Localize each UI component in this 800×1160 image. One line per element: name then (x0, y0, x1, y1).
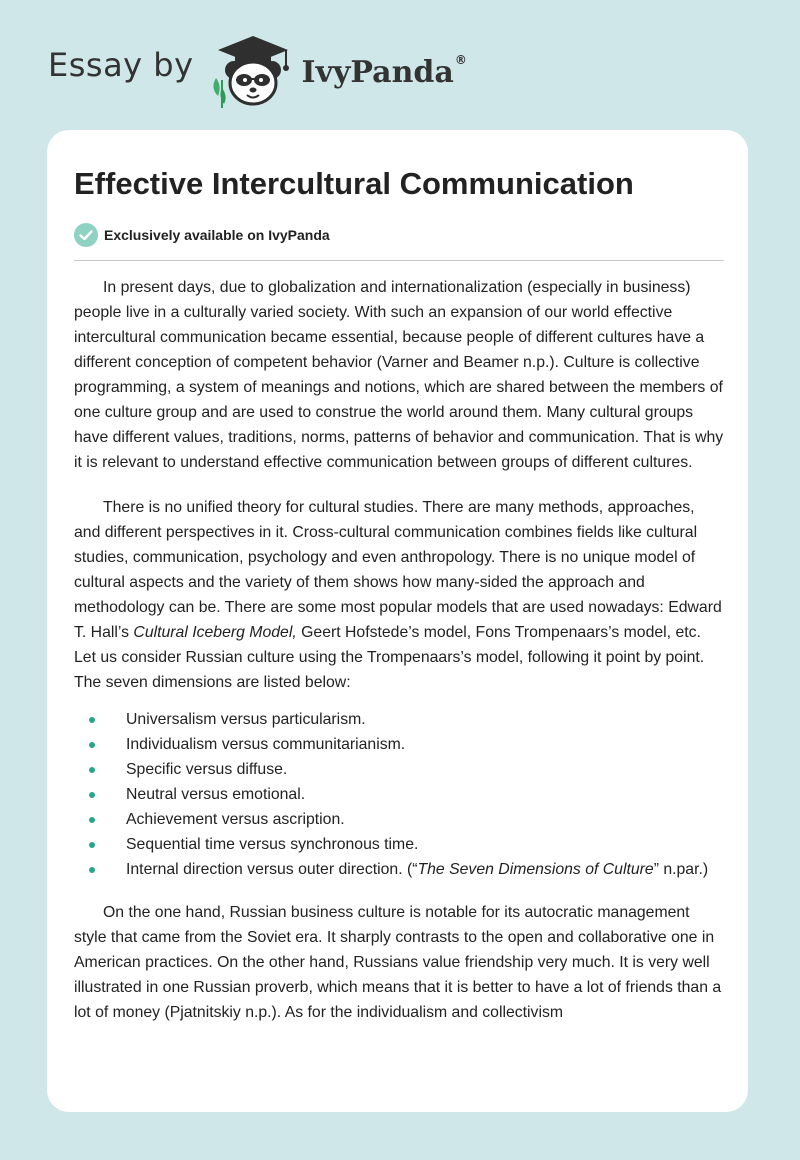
panda-graduation-cap-icon (208, 30, 298, 110)
list-item: Specific versus diffuse. (74, 757, 724, 782)
registered-mark: ® (454, 52, 467, 67)
paragraph-1: In present days, due to globalization and internationalization (especially in business) people live in a culturally varied society. With such an expansion of our world effective intercultural communication became essential, because people of different cultures have a different conception of competent behavior (Varner and Beamer n.p.). Culture is collective programming, a system of meanings and notions, which are shared between the members of one culture group and are used to construe the world around them. Many cultural groups have different values, traditions, norms, patterns of behavior and communication. That is why it is relevant to understand effective communication between groups of different cultures. (74, 279, 724, 471)
list-item: Achievement versus ascription. (74, 807, 724, 832)
essay-card (47, 130, 748, 1112)
exclusive-badge (74, 222, 724, 248)
essay-body (74, 275, 724, 1025)
list-item-text-a: Internal direction versus outer direction. (“ (126, 861, 418, 878)
list-item: Neutral versus emotional. (74, 782, 724, 807)
list-item-citation: The Seven Dimensions of Culture (417, 861, 654, 878)
title-divider (74, 260, 724, 261)
list-item: Individualism versus communitarianism. (74, 732, 724, 757)
list-item (74, 857, 724, 882)
paragraph-2-citation: Cultural Iceberg Model, (133, 624, 297, 641)
list-item: Universalism versus particularism. (74, 707, 724, 732)
brand-prefix: Essay by (48, 46, 194, 84)
check-circle-icon (74, 223, 98, 247)
paragraph-2 (74, 495, 724, 695)
brand-header (48, 30, 467, 110)
paragraph-3: On the one hand, Russian business culture is notable for its autocratic management style that came from the Soviet era. It sharply contrasts to the open and collaborative one in American practices. On the other hand, Russians value friendship very much. It is very well illustrated in one Russian proverb, which means that it is better to have a lot of friends than a lot of money (Pjatnitskiy n.p.). As for the individualism and collectivism (74, 904, 722, 1021)
brand-name: IvyPanda® (301, 52, 467, 90)
dimensions-list (74, 707, 724, 882)
list-item-text-b: ” n.par.) (653, 861, 709, 878)
paragraph-2-text-b: Geert Hofstede’s model, Fons Trompenaars’s model, etc. Let us consider Russian culture using the Trompenaars’s model, following it point by point. The seven dimensions are listed below: (74, 624, 705, 691)
paragraph-2-text-a: There is no unified theory for cultural studies. There are many methods, approaches, and different perspectives in it. Cross-cultural communication combines fields like cultural studies, communication, psychology and even anthropology. There is no unique model of cultural aspects and the variety of them shows how many-sided the approach and methodology can be. There are some most popular models that are used nowadays: Edward T. Hall’s (74, 499, 722, 641)
exclusive-badge-text: Exclusively available on IvyPanda (104, 227, 330, 243)
list-item: Sequential time versus synchronous time. (74, 832, 724, 857)
essay-content (74, 164, 724, 1045)
essay-title: Effective Intercultural Communication (74, 166, 634, 201)
